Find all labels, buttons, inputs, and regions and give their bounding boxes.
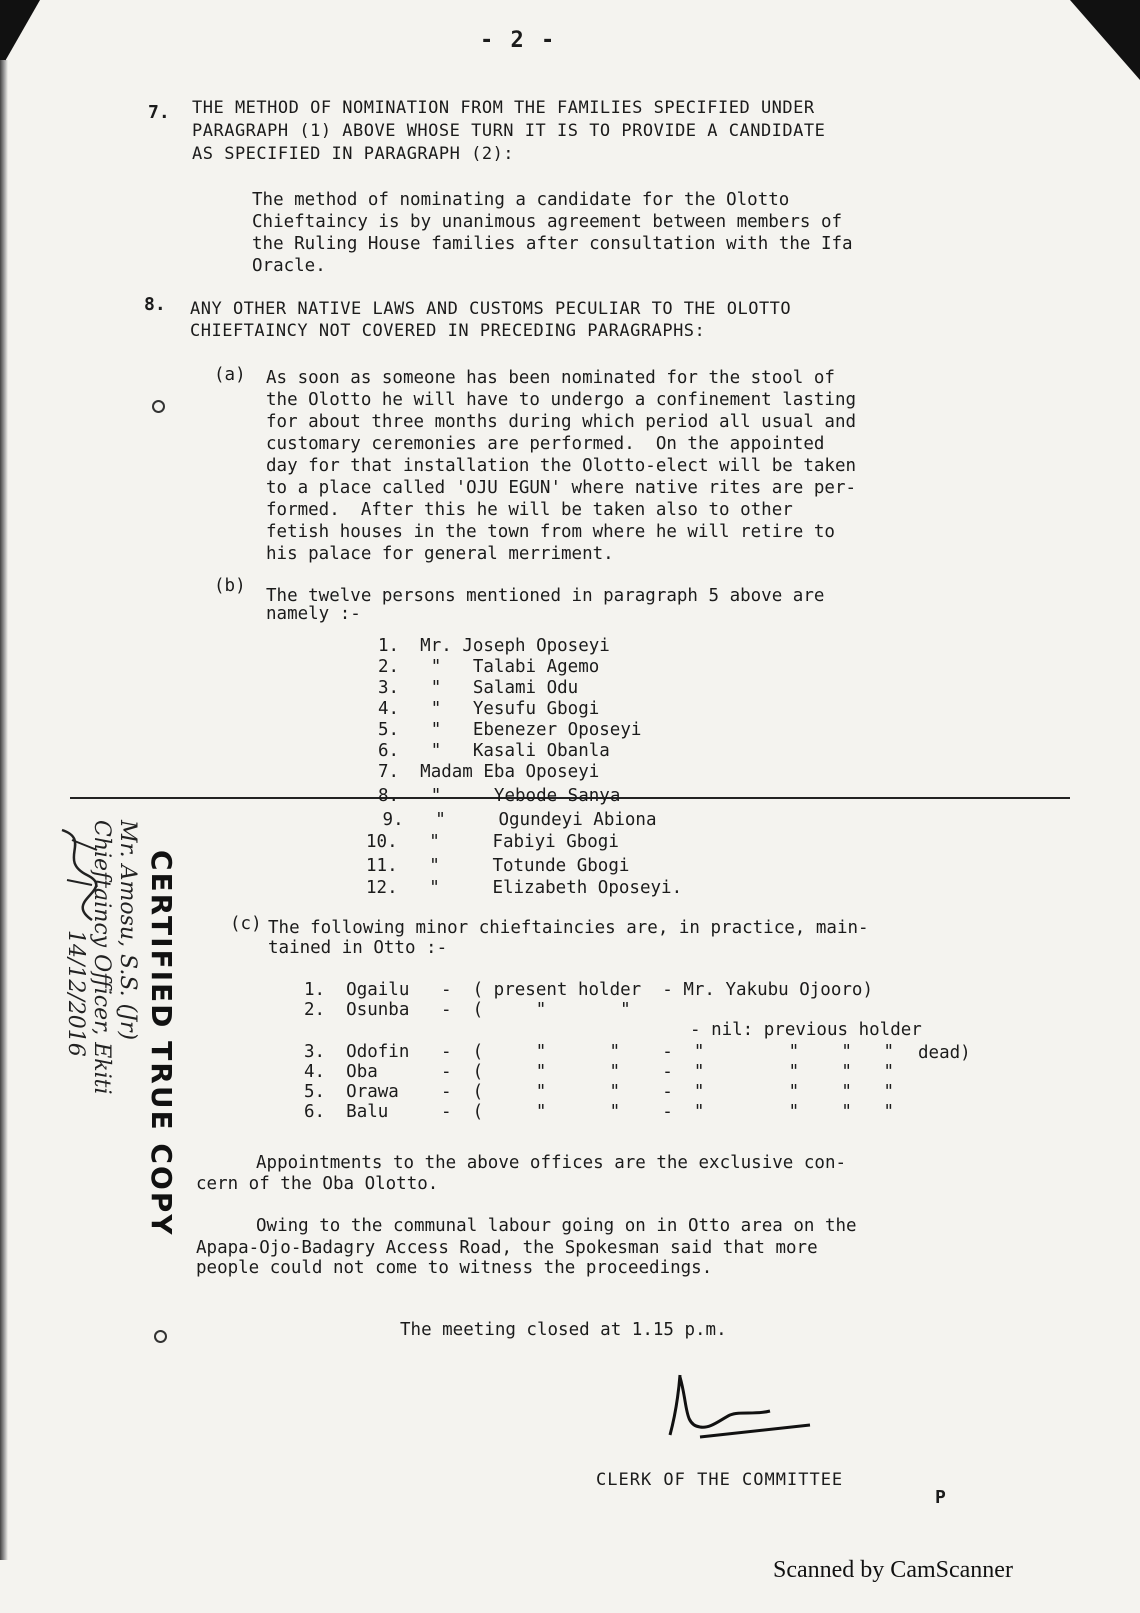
- item-b-line-2: namely :-: [266, 604, 361, 624]
- list-item: 1. Mr. Joseph Oposeyi: [378, 636, 610, 656]
- handwriting-line-2: Chieftaincy Officer, Ekiti: [89, 820, 114, 1095]
- clerk-signature-icon: [660, 1365, 820, 1455]
- item-a-line-5: day for that installation the Olotto-elect will be taken: [266, 456, 857, 476]
- item-c-line-2: tained in Otto :-: [268, 938, 448, 958]
- meeting-closed-text: The meeting closed at 1.15 p.m.: [400, 1320, 727, 1340]
- scan-shadow-top-right: [1070, 0, 1140, 80]
- handwriting-line-1: Mr. Amosu, S.S. (Jr): [115, 820, 140, 1041]
- table-row: 4. Oba - ( " " - " " " ": [304, 1062, 895, 1082]
- list-item: 5. " Ebenezer Oposeyi: [378, 720, 642, 740]
- page-mark: P: [935, 1487, 946, 1508]
- list-item: 4. " Yesufu Gbogi: [378, 699, 600, 719]
- item-a-line-3: for about three months during which period all usual and: [266, 412, 857, 432]
- section-8-number: 8.: [144, 294, 166, 315]
- camscanner-watermark: Scanned by CamScanner: [773, 1557, 1013, 1583]
- punch-hole-mark: [152, 400, 165, 413]
- list-item: 9. " Ogundeyi Abiona: [382, 810, 657, 830]
- item-a-line-7: formed. After this he will be taken also to other: [266, 500, 793, 520]
- item-a-label: (a): [214, 365, 246, 385]
- scan-shadow-left-edge: [0, 60, 8, 1560]
- table-row: 1. Ogailu - ( present holder - Mr. Yakubu Ojooro): [304, 980, 873, 1000]
- section-7-body-line-4: Oracle.: [252, 256, 326, 276]
- page-number: - 2 -: [480, 28, 557, 53]
- clerk-of-committee-label: CLERK OF THE COMMITTEE: [596, 1470, 844, 1490]
- section-8-heading-line-1: ANY OTHER NATIVE LAWS AND CUSTOMS PECULIAR TO THE OLOTTO: [190, 299, 792, 319]
- item-a-line-9: his palace for general merriment.: [266, 544, 614, 564]
- list-item: 6. " Kasali Obanla: [378, 741, 610, 761]
- table-cell: - nil: previous holder: [690, 1020, 922, 1040]
- item-a-line-2: the Olotto he will have to undergo a confinement lasting: [266, 390, 857, 410]
- table-cell: dead): [918, 1043, 971, 1063]
- list-item: 3. " Salami Odu: [378, 678, 579, 698]
- section-7-body-line-2: Chieftaincy is by unanimous agreement between members of: [252, 212, 843, 232]
- list-item: 2. " Talabi Agemo: [378, 657, 600, 677]
- table-row: 3. Odofin - ( " " - " " " ": [304, 1042, 895, 1062]
- item-a-line-6: to a place called 'OJU EGUN' where native rites are per-: [266, 478, 857, 498]
- appointments-line-1: Appointments to the above offices are the exclusive con-: [256, 1153, 847, 1173]
- punch-hole-mark: [154, 1330, 167, 1343]
- section-7-heading-line-2: PARAGRAPH (1) ABOVE WHOSE TURN IT IS TO PROVIDE A CANDIDATE: [192, 121, 826, 141]
- item-a-line-8: fetish houses in the town from where he will retire to: [266, 522, 835, 542]
- list-item: 10. " Fabiyi Gbogi: [366, 832, 619, 852]
- list-item: 11. " Totunde Gbogi: [366, 856, 630, 876]
- list-item: 8. " Yebode Sanya: [378, 786, 621, 806]
- handwritten-certification: [60, 820, 170, 1150]
- section-7-number: 7.: [148, 102, 170, 123]
- owing-line-2: Apapa-Ojo-Badagry Access Road, the Spokesman said that more: [196, 1238, 818, 1258]
- list-item: 7. Madam Eba Oposeyi: [378, 762, 600, 782]
- owing-line-1: Owing to the communal labour going on in Otto area on the: [256, 1216, 857, 1236]
- section-7-heading-line-1: THE METHOD OF NOMINATION FROM THE FAMILIES SPECIFIED UNDER: [192, 98, 815, 118]
- item-a-line-4: customary ceremonies are performed. On the appointed: [266, 434, 825, 454]
- table-row: 5. Orawa - ( " " - " " " ": [304, 1082, 895, 1102]
- table-row: 2. Osunba - ( " ": [304, 1000, 673, 1020]
- item-c-line-1: The following minor chieftaincies are, in practice, main-: [268, 918, 869, 938]
- certified-true-copy-stamp: CERTIFIED TRUE COPY: [145, 850, 178, 1237]
- appointments-line-2: cern of the Oba Olotto.: [196, 1174, 439, 1194]
- item-b-label: (b): [214, 576, 246, 596]
- table-row: 6. Balu - ( " " - " " " ": [304, 1102, 895, 1122]
- owing-line-3: people could not come to witness the proceedings.: [196, 1258, 713, 1278]
- section-7-body-line-3: the Ruling House families after consultation with the Ifa: [252, 234, 853, 254]
- section-7-body-line-1: The method of nominating a candidate for the Olotto: [252, 190, 790, 210]
- list-item: 12. " Elizabeth Oposeyi.: [366, 878, 683, 898]
- handwriting-line-3: 14/12/2016: [63, 930, 88, 1057]
- item-b-line-1: The twelve persons mentioned in paragraph 5 above are: [266, 586, 825, 606]
- section-8-heading-line-2: CHIEFTAINCY NOT COVERED IN PRECEDING PARAGRAPHS:: [190, 321, 706, 341]
- item-c-label: (c): [230, 914, 262, 934]
- item-a-line-1: As soon as someone has been nominated for the stool of: [266, 368, 835, 388]
- section-7-heading-line-3: AS SPECIFIED IN PARAGRAPH (2):: [192, 144, 515, 164]
